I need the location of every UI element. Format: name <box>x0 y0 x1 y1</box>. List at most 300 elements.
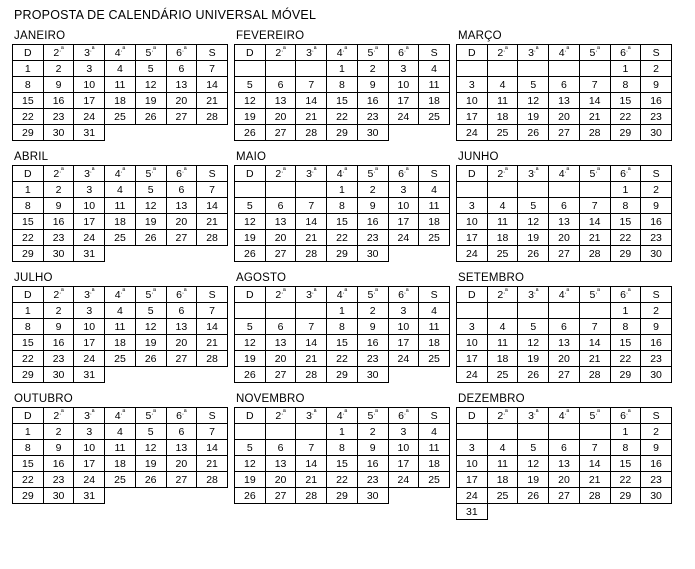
day-cell: 19 <box>518 472 549 488</box>
empty-cell <box>549 424 580 440</box>
day-cell: 4 <box>419 61 450 77</box>
empty-cell <box>235 424 266 440</box>
day-cell: 7 <box>197 61 228 77</box>
day-cell: 31 <box>74 488 105 504</box>
day-cell: 16 <box>357 93 388 109</box>
week-row <box>13 61 228 77</box>
empty-cell <box>419 367 450 383</box>
weekday-header-cell: D <box>13 166 44 182</box>
empty-cell <box>265 61 296 77</box>
day-cell: 3 <box>457 198 488 214</box>
week-row <box>457 351 672 367</box>
week-row <box>13 351 228 367</box>
weekday-header-cell: $2^{.ª}$ <box>487 45 518 61</box>
day-cell: 20 <box>549 351 580 367</box>
day-cell: 23 <box>43 472 74 488</box>
empty-cell <box>549 182 580 198</box>
week-row <box>457 319 672 335</box>
day-cell: 30 <box>641 125 672 141</box>
day-cell: 26 <box>518 367 549 383</box>
day-cell: 10 <box>388 440 419 456</box>
weekday-header-cell: $2^{.ª}$ <box>265 408 296 424</box>
day-cell: 8 <box>327 319 358 335</box>
day-cell: 15 <box>327 335 358 351</box>
weekday-header-cell: $4^{.ª}$ <box>105 287 136 303</box>
weekday-header-cell: $6^{.ª}$ <box>166 45 197 61</box>
week-row <box>457 182 672 198</box>
weekday-header-cell: $5^{.ª}$ <box>357 408 388 424</box>
day-cell: 16 <box>641 214 672 230</box>
month-table <box>456 407 672 520</box>
weekday-header-cell: $2^{.ª}$ <box>487 287 518 303</box>
empty-cell <box>419 246 450 262</box>
week-row <box>457 246 672 262</box>
day-cell: 6 <box>265 198 296 214</box>
weekday-header-cell: S <box>197 45 228 61</box>
weekday-header-cell: $2^{.ª}$ <box>43 408 74 424</box>
day-cell: 30 <box>43 246 74 262</box>
day-cell: 14 <box>296 214 327 230</box>
week-row <box>457 214 672 230</box>
day-cell: 16 <box>641 456 672 472</box>
day-cell: 11 <box>419 440 450 456</box>
week-row <box>13 488 228 504</box>
day-cell: 15 <box>13 335 44 351</box>
day-cell: 9 <box>357 77 388 93</box>
weekday-header-cell: D <box>235 166 266 182</box>
empty-cell <box>419 488 450 504</box>
day-cell: 27 <box>166 472 197 488</box>
weekday-header-cell: $6^{.ª}$ <box>610 408 641 424</box>
empty-cell <box>235 61 266 77</box>
week-row <box>235 61 450 77</box>
day-cell: 4 <box>487 198 518 214</box>
day-cell: 26 <box>235 125 266 141</box>
day-cell: 5 <box>235 440 266 456</box>
day-cell: 7 <box>579 77 610 93</box>
month-table <box>234 44 450 141</box>
day-cell: 27 <box>265 367 296 383</box>
day-cell: 5 <box>135 182 166 198</box>
day-cell: 1 <box>13 424 44 440</box>
day-cell: 12 <box>518 335 549 351</box>
day-cell: 17 <box>74 335 105 351</box>
day-cell: 15 <box>327 93 358 109</box>
week-row <box>457 488 672 504</box>
empty-cell <box>166 367 197 383</box>
weekday-header-cell: $2^{.ª}$ <box>265 287 296 303</box>
weekday-header-cell: $3^{.ª}$ <box>518 287 549 303</box>
day-cell: 14 <box>579 93 610 109</box>
day-cell: 21 <box>579 109 610 125</box>
weekday-header-row <box>13 287 228 303</box>
day-cell: 19 <box>518 351 549 367</box>
day-cell: 1 <box>610 424 641 440</box>
day-cell: 25 <box>487 246 518 262</box>
weekday-header-cell: $5^{.ª}$ <box>135 166 166 182</box>
month-name: DEZEMBRO <box>458 393 525 405</box>
day-cell: 5 <box>518 319 549 335</box>
empty-cell <box>518 182 549 198</box>
day-cell: 15 <box>610 214 641 230</box>
day-cell: 18 <box>419 456 450 472</box>
day-cell: 22 <box>610 351 641 367</box>
day-cell: 3 <box>74 303 105 319</box>
day-cell: 18 <box>105 456 136 472</box>
day-cell: 2 <box>641 424 672 440</box>
day-cell: 4 <box>419 303 450 319</box>
day-cell: 10 <box>457 214 488 230</box>
day-cell: 28 <box>197 472 228 488</box>
week-row <box>235 424 450 440</box>
day-cell: 9 <box>641 198 672 214</box>
day-cell: 8 <box>327 77 358 93</box>
day-cell: 30 <box>357 488 388 504</box>
day-cell: 15 <box>610 335 641 351</box>
weekday-header-cell: $5^{.ª}$ <box>135 287 166 303</box>
weekday-header-row <box>13 45 228 61</box>
day-cell: 29 <box>610 367 641 383</box>
day-cell: 10 <box>74 319 105 335</box>
day-cell: 24 <box>74 351 105 367</box>
day-cell: 21 <box>579 351 610 367</box>
day-cell: 10 <box>388 77 419 93</box>
day-cell: 23 <box>43 351 74 367</box>
day-cell: 16 <box>43 335 74 351</box>
day-cell: 4 <box>487 440 518 456</box>
empty-cell <box>610 504 641 520</box>
day-cell: 22 <box>13 472 44 488</box>
day-cell: 14 <box>579 214 610 230</box>
day-cell: 23 <box>357 230 388 246</box>
empty-cell <box>296 182 327 198</box>
weekday-header-cell: $6^{.ª}$ <box>166 287 197 303</box>
day-cell: 2 <box>357 424 388 440</box>
day-cell: 30 <box>357 367 388 383</box>
day-cell: 5 <box>235 77 266 93</box>
empty-cell <box>641 504 672 520</box>
empty-cell <box>235 182 266 198</box>
empty-cell <box>579 182 610 198</box>
week-row <box>457 335 672 351</box>
day-cell: 23 <box>641 109 672 125</box>
day-cell: 23 <box>43 109 74 125</box>
day-cell: 28 <box>197 109 228 125</box>
day-cell: 29 <box>610 246 641 262</box>
empty-cell <box>166 125 197 141</box>
week-row <box>235 456 450 472</box>
day-cell: 6 <box>166 61 197 77</box>
day-cell: 27 <box>549 125 580 141</box>
weekday-header-cell: S <box>197 408 228 424</box>
empty-cell <box>487 303 518 319</box>
weekday-header-cell: $2^{.ª}$ <box>487 166 518 182</box>
day-cell: 3 <box>74 182 105 198</box>
day-cell: 20 <box>265 109 296 125</box>
weekday-header-row <box>457 408 672 424</box>
day-cell: 25 <box>419 351 450 367</box>
day-cell: 6 <box>166 182 197 198</box>
day-cell: 29 <box>327 367 358 383</box>
day-cell: 26 <box>235 246 266 262</box>
day-cell: 12 <box>518 456 549 472</box>
day-cell: 16 <box>641 335 672 351</box>
day-cell: 1 <box>13 303 44 319</box>
empty-cell <box>296 303 327 319</box>
empty-cell <box>388 488 419 504</box>
day-cell: 11 <box>419 198 450 214</box>
day-cell: 12 <box>235 214 266 230</box>
day-cell: 1 <box>13 61 44 77</box>
day-cell: 21 <box>197 214 228 230</box>
month-table <box>456 286 672 383</box>
day-cell: 15 <box>327 214 358 230</box>
day-cell: 7 <box>579 319 610 335</box>
day-cell: 24 <box>74 109 105 125</box>
weekday-header-cell: $5^{.ª}$ <box>357 287 388 303</box>
day-cell: 27 <box>166 351 197 367</box>
month-table <box>234 286 450 383</box>
day-cell: 28 <box>579 367 610 383</box>
empty-cell <box>518 424 549 440</box>
day-cell: 18 <box>487 351 518 367</box>
day-cell: 24 <box>74 230 105 246</box>
day-cell: 2 <box>641 61 672 77</box>
day-cell: 13 <box>265 335 296 351</box>
day-cell: 4 <box>105 61 136 77</box>
day-cell: 3 <box>388 61 419 77</box>
day-cell: 29 <box>327 125 358 141</box>
day-cell: 22 <box>610 230 641 246</box>
day-cell: 24 <box>388 109 419 125</box>
day-cell: 11 <box>105 319 136 335</box>
day-cell: 7 <box>296 319 327 335</box>
day-cell: 29 <box>610 488 641 504</box>
day-cell: 2 <box>43 182 74 198</box>
day-cell: 22 <box>610 109 641 125</box>
day-cell: 30 <box>641 488 672 504</box>
weekday-header-cell: D <box>457 408 488 424</box>
day-cell: 17 <box>74 214 105 230</box>
month-block <box>234 393 456 520</box>
empty-cell <box>388 367 419 383</box>
day-cell: 23 <box>641 230 672 246</box>
week-row <box>457 61 672 77</box>
day-cell: 20 <box>166 456 197 472</box>
weekday-header-cell: D <box>235 287 266 303</box>
day-cell: 27 <box>265 488 296 504</box>
day-cell: 16 <box>43 93 74 109</box>
empty-cell <box>135 125 166 141</box>
month-block <box>456 272 678 383</box>
weekday-header-cell: $3^{.ª}$ <box>74 408 105 424</box>
day-cell: 26 <box>235 488 266 504</box>
day-cell: 14 <box>197 440 228 456</box>
weekday-header-cell: $6^{.ª}$ <box>166 408 197 424</box>
day-cell: 25 <box>419 472 450 488</box>
weekday-header-row <box>457 166 672 182</box>
month-name: ABRIL <box>14 151 49 163</box>
week-row <box>13 230 228 246</box>
day-cell: 9 <box>641 77 672 93</box>
day-cell: 27 <box>549 367 580 383</box>
day-cell: 25 <box>487 125 518 141</box>
weekday-header-cell: S <box>197 287 228 303</box>
day-cell: 21 <box>579 230 610 246</box>
day-cell: 17 <box>457 230 488 246</box>
weekday-header-cell: $4^{.ª}$ <box>549 408 580 424</box>
day-cell: 4 <box>105 182 136 198</box>
day-cell: 20 <box>166 93 197 109</box>
empty-cell <box>105 125 136 141</box>
empty-cell <box>388 125 419 141</box>
day-cell: 20 <box>166 335 197 351</box>
weekday-header-cell: $5^{.ª}$ <box>579 287 610 303</box>
month-table <box>234 407 450 504</box>
day-cell: 22 <box>327 109 358 125</box>
weekday-header-cell: $4^{.ª}$ <box>327 166 358 182</box>
weekday-header-cell: $3^{.ª}$ <box>296 166 327 182</box>
day-cell: 4 <box>487 319 518 335</box>
week-row <box>235 303 450 319</box>
day-cell: 28 <box>579 488 610 504</box>
empty-cell <box>579 424 610 440</box>
weekday-header-cell: $2^{.ª}$ <box>43 287 74 303</box>
month-block <box>234 151 456 262</box>
weekday-header-cell: $6^{.ª}$ <box>388 166 419 182</box>
day-cell: 2 <box>641 182 672 198</box>
day-cell: 18 <box>105 335 136 351</box>
day-cell: 13 <box>265 93 296 109</box>
weekday-header-cell: S <box>419 408 450 424</box>
day-cell: 6 <box>166 424 197 440</box>
day-cell: 2 <box>357 61 388 77</box>
day-cell: 29 <box>610 125 641 141</box>
day-cell: 2 <box>357 182 388 198</box>
day-cell: 26 <box>135 351 166 367</box>
month-name: JULHO <box>14 272 53 284</box>
empty-cell <box>235 303 266 319</box>
day-cell: 15 <box>13 214 44 230</box>
day-cell: 25 <box>105 230 136 246</box>
empty-cell <box>487 61 518 77</box>
day-cell: 7 <box>579 198 610 214</box>
day-cell: 17 <box>74 93 105 109</box>
day-cell: 2 <box>641 303 672 319</box>
day-cell: 9 <box>357 319 388 335</box>
day-cell: 11 <box>419 319 450 335</box>
day-cell: 24 <box>388 351 419 367</box>
day-cell: 3 <box>74 61 105 77</box>
day-cell: 19 <box>135 214 166 230</box>
empty-cell <box>135 488 166 504</box>
day-cell: 30 <box>357 246 388 262</box>
weekday-header-cell: D <box>235 408 266 424</box>
day-cell: 4 <box>105 424 136 440</box>
month-block <box>456 393 678 520</box>
week-row <box>457 440 672 456</box>
week-row <box>235 472 450 488</box>
day-cell: 17 <box>388 93 419 109</box>
month-name: JUNHO <box>458 151 499 163</box>
week-row <box>235 440 450 456</box>
week-row <box>457 125 672 141</box>
weekday-header-cell: $3^{.ª}$ <box>518 408 549 424</box>
day-cell: 2 <box>43 303 74 319</box>
day-cell: 5 <box>135 424 166 440</box>
day-cell: 18 <box>487 230 518 246</box>
day-cell: 7 <box>296 198 327 214</box>
day-cell: 12 <box>235 93 266 109</box>
day-cell: 10 <box>74 440 105 456</box>
day-cell: 30 <box>43 367 74 383</box>
day-cell: 5 <box>518 198 549 214</box>
weekday-header-row <box>235 287 450 303</box>
weekday-header-cell: $6^{.ª}$ <box>388 408 419 424</box>
empty-cell <box>388 246 419 262</box>
day-cell: 18 <box>487 472 518 488</box>
day-cell: 1 <box>327 182 358 198</box>
day-cell: 13 <box>166 198 197 214</box>
weekday-header-cell: $4^{.ª}$ <box>105 408 136 424</box>
day-cell: 28 <box>296 246 327 262</box>
day-cell: 7 <box>296 77 327 93</box>
weekday-header-cell: $5^{.ª}$ <box>579 45 610 61</box>
weekday-header-cell: D <box>13 287 44 303</box>
week-row <box>235 351 450 367</box>
day-cell: 24 <box>457 488 488 504</box>
weekday-header-row <box>13 166 228 182</box>
week-row <box>13 93 228 109</box>
day-cell: 9 <box>43 77 74 93</box>
empty-cell <box>197 246 228 262</box>
weekday-header-cell: $5^{.ª}$ <box>135 45 166 61</box>
day-cell: 6 <box>265 319 296 335</box>
day-cell: 31 <box>457 504 488 520</box>
weekday-header-cell: S <box>641 166 672 182</box>
week-row <box>13 472 228 488</box>
weekday-header-row <box>457 45 672 61</box>
week-row <box>13 198 228 214</box>
day-cell: 3 <box>457 77 488 93</box>
month-block <box>12 393 234 520</box>
day-cell: 27 <box>166 230 197 246</box>
page-title: PROPOSTA DE CALENDÁRIO UNIVERSAL MÓVEL <box>14 8 317 22</box>
day-cell: 10 <box>388 198 419 214</box>
day-cell: 18 <box>419 214 450 230</box>
weekday-header-cell: $6^{.ª}$ <box>610 287 641 303</box>
empty-cell <box>579 61 610 77</box>
weekday-header-cell: $5^{.ª}$ <box>579 166 610 182</box>
day-cell: 23 <box>641 351 672 367</box>
day-cell: 8 <box>327 440 358 456</box>
day-cell: 5 <box>518 77 549 93</box>
day-cell: 9 <box>43 440 74 456</box>
weekday-header-cell: D <box>235 45 266 61</box>
month-block <box>12 30 234 141</box>
day-cell: 11 <box>105 198 136 214</box>
day-cell: 31 <box>74 125 105 141</box>
week-row <box>235 198 450 214</box>
weekday-header-cell: S <box>197 166 228 182</box>
day-cell: 23 <box>641 472 672 488</box>
day-cell: 13 <box>549 93 580 109</box>
weekday-header-cell: D <box>457 45 488 61</box>
day-cell: 20 <box>549 109 580 125</box>
day-cell: 9 <box>357 198 388 214</box>
day-cell: 4 <box>487 77 518 93</box>
month-name: SETEMBRO <box>458 272 525 284</box>
